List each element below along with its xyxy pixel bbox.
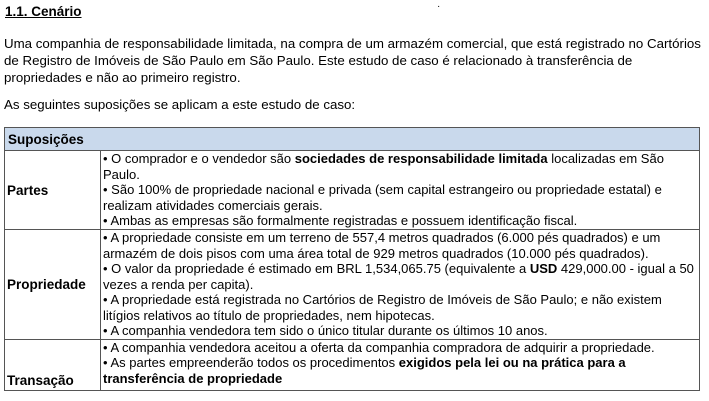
list-item: • O valor da propriedade é estimado em BRL 1,534,065.75 (equivalente a USD 429,000.00 - igual a 50 vezes a renda per capita). [103, 261, 694, 292]
row-body-partes [101, 151, 700, 230]
section-heading: 1.1. Cenário [5, 4, 82, 19]
row-label-transacao: Transação [5, 339, 101, 390]
list-item: • O comprador e o vendedor são sociedades de responsabilidade limitada localizadas em São Paulo. [103, 151, 664, 182]
table-row [5, 339, 700, 390]
list-item: • Ambas as empresas são formalmente registradas e possuem identificação fiscal. [103, 213, 578, 228]
table-row [5, 151, 700, 230]
row-body-transacao [101, 339, 700, 390]
assumptions-table [4, 127, 700, 391]
intro-paragraph: Uma companhia de responsabilidade limitada, na compra de um armazém comercial, que está registrado no Cartórios de Registro de Imóveis de São Paulo em São Paulo. Este estudo de caso é relacionado à transferência de propriedades e não ao primeiro registro. [4, 36, 701, 85]
row-label-partes: Partes [5, 151, 101, 230]
list-item: • A companhia vendedora aceitou a oferta da companhia compradora de adquirir a propriedade. [103, 339, 655, 355]
stray-mark: · [437, 1, 441, 12]
table-row [5, 230, 700, 340]
row-body-propriedade [101, 230, 700, 340]
list-item: • A companhia vendedora tem sido o único titular durante os últimos 10 anos. [103, 323, 548, 338]
list-item: • São 100% de propriedade nacional e privada (sem capital estrangeiro ou propriedade estatal) e realizam atividades comerciais gerais. [103, 182, 662, 213]
table-header: Suposições [5, 128, 700, 151]
list-item: • As partes empreenderão todos os procedimentos exigidos pela lei ou na prática para a transferência de propriedade [103, 355, 626, 386]
list-item: • A propriedade está registrada no Cartórios de Registro de Imóveis de São Paulo; e não existem litígios relativos ao título de propriedades, nem hipotecas. [103, 292, 662, 323]
row-label-propriedade: Propriedade [5, 230, 101, 340]
list-item: • A propriedade consiste em um terreno de 557,4 metros quadrados (6.000 pés quadrados) e um armazém de dois pisos com uma área total de 929 metros quadrados (10.000 pés quadrados). [103, 230, 661, 261]
assumptions-intro: As seguintes suposições se aplicam a este estudo de caso: [4, 97, 356, 112]
